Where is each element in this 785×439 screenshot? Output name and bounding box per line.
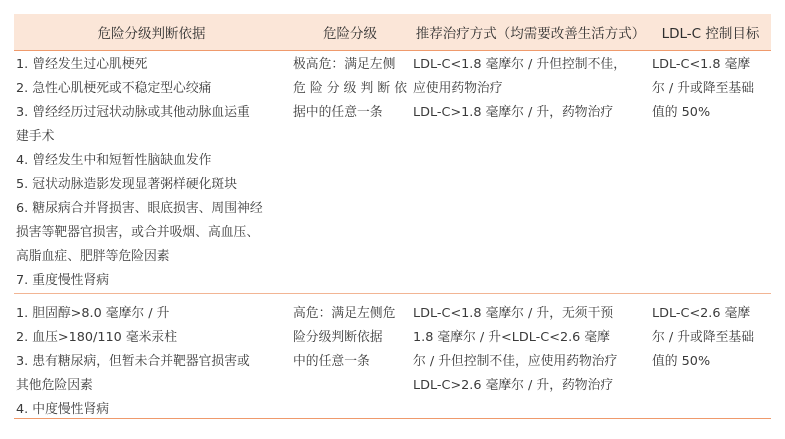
risk-level-line: 极高危：满足左侧 (293, 57, 396, 72)
treatment-line: LDL-C<1.8 毫摩尔 / 升，无须干预 (413, 306, 614, 321)
risk-level-cell (289, 53, 411, 293)
treatment-cell (411, 53, 650, 293)
ldl-target-line: LDL-C<2.6 毫摩 (652, 306, 751, 321)
risk-level-line: 高危：满足左侧危 (293, 306, 396, 321)
table-row-high-risk (14, 294, 771, 419)
header-ldl-target: LDL-C 控制目标 (661, 26, 760, 42)
criteria-line: 6. 糖尿病合并肾损害、眼底损害、周围神经 (16, 201, 263, 216)
criteria-line: 2. 血压>180/110 毫米汞柱 (16, 330, 178, 345)
ldl-target-line: 值的 50% (652, 354, 711, 369)
risk-level-line: 危 险 分 级 判 断 依 (293, 81, 407, 96)
treatment-line: LDL-C>2.6 毫摩尔 / 升，药物治疗 (413, 378, 614, 393)
risk-stratification-table (14, 14, 771, 419)
criteria-line: 3. 曾经经历过冠状动脉或其他动脉血运重 (16, 105, 250, 120)
ldl-target-line: 尔 / 升或降至基础 (652, 81, 755, 96)
treatment-cell (411, 302, 650, 422)
criteria-line: 4. 中度慢性肾病 (16, 402, 110, 417)
ldl-target-cell (650, 53, 771, 293)
criteria-line: 损害等靶器官损害，或合并吸烟、高血压、 (16, 225, 260, 240)
treatment-line: 尔 / 升但控制不佳，应使用药物治疗 (413, 354, 618, 369)
criteria-line: 5. 冠状动脉造影发现显著粥样硬化斑块 (16, 177, 238, 192)
ldl-target-line: LDL-C<1.8 毫摩 (652, 57, 751, 72)
ldl-target-cell (650, 302, 771, 422)
criteria-cell (14, 53, 289, 293)
criteria-line: 1. 胆固醇>8.0 毫摩尔 / 升 (16, 306, 170, 321)
criteria-line: 建手术 (16, 129, 55, 144)
ldl-target-line: 尔 / 升或降至基础 (652, 330, 755, 345)
criteria-line: 高脂血症、肥胖等危险因素 (16, 249, 170, 264)
ldl-target-line: 值的 50% (652, 105, 711, 120)
table-header (14, 14, 771, 51)
treatment-line: LDL-C>1.8 毫摩尔 / 升，药物治疗 (413, 105, 614, 120)
header-risk-level: 危险分级 (323, 26, 377, 42)
risk-level-line: 险分级判断依据 (293, 330, 383, 345)
table-row-very-high-risk (14, 51, 771, 293)
treatment-line: LDL-C<1.8 毫摩尔 / 升但控制不佳， (413, 57, 626, 72)
criteria-line: 7. 重度慢性肾病 (16, 273, 110, 288)
risk-level-line: 据中的任意一条 (293, 105, 383, 120)
criteria-line: 4. 曾经发生中和短暂性脑缺血发作 (16, 153, 212, 168)
treatment-line: 1.8 毫摩尔 / 升<LDL-C<2.6 毫摩 (413, 330, 610, 345)
criteria-line: 其他危险因素 (16, 378, 93, 393)
risk-level-line: 中的任意一条 (293, 354, 370, 369)
risk-level-cell (289, 302, 411, 422)
treatment-line: 应使用药物治疗 (413, 81, 503, 96)
criteria-line: 3. 患有糖尿病，但暂未合并靶器官损害或 (16, 354, 250, 369)
header-criteria: 危险分级判断依据 (97, 26, 206, 42)
header-treatment: 推荐治疗方式（均需要改善生活方式） (415, 26, 646, 42)
criteria-line: 2. 急性心肌梗死或不稳定型心绞痛 (16, 81, 212, 96)
criteria-line: 1. 曾经发生过心肌梗死 (16, 57, 148, 72)
criteria-cell (14, 302, 289, 422)
